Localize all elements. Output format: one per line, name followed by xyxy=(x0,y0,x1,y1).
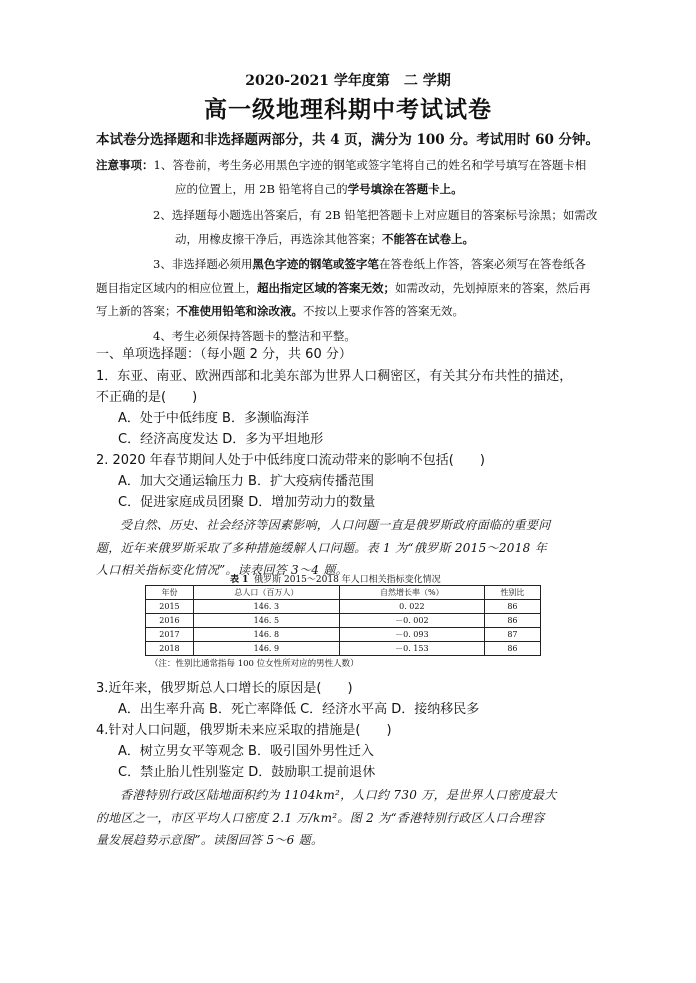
q4-stem: 4.针对人口问题，俄罗斯未来应采取的措施是( ) xyxy=(96,723,392,738)
table-row xyxy=(146,628,541,642)
table-cell: －0. 093 xyxy=(339,628,484,642)
notes-item-2b: 动，用橡皮擦干净后，再选涂其他答案；不能答在试卷上。 xyxy=(175,232,474,246)
table-cell: 2015 xyxy=(146,600,194,614)
table-header-cell: 年份 xyxy=(146,586,194,600)
notes-item-3c: 写上新的答案；不准使用铅笔和涂改液。不按以上要求作答的答案无效。 xyxy=(96,304,464,318)
table-row xyxy=(146,614,541,628)
table-note: （注：性别比通常指每 100 位女性所对应的男性人数） xyxy=(150,659,359,669)
table-cell: 146. 5 xyxy=(193,614,339,628)
table-cell: 146. 9 xyxy=(193,642,339,656)
table-cell: 87 xyxy=(484,628,540,642)
table-cell: 0. 022 xyxy=(339,600,484,614)
table-cell: 86 xyxy=(484,614,540,628)
notes-item-2a: 2、选择题每小题选出答案后，有 2B 铅笔把答题卡上对应题目的答案标号涂黑；如需改 xyxy=(153,208,598,222)
table-cell: 2017 xyxy=(146,628,194,642)
table-cell: 86 xyxy=(484,642,540,656)
q4-options-cd: C．禁止胎儿性别鉴定 D．鼓励职工提前退休 xyxy=(118,765,376,780)
q1-stem: 1．东亚、南亚、欧洲西部和北美东部为世界人口稠密区，有关其分布共性的描述， xyxy=(96,369,573,384)
table-header-cell: 性别比 xyxy=(484,586,540,600)
table-cell: 146. 8 xyxy=(193,628,339,642)
table-row xyxy=(146,642,541,656)
q2-options-cd: C．促进家庭成员团聚 D．增加劳动力的数量 xyxy=(118,495,376,510)
notes-item-3b: 题目指定区域内的相应位置上，超出指定区域的答案无效；如需改动，先划掉原来的答案，然后再 xyxy=(96,281,591,295)
table-header-cell: 总人口（百万人） xyxy=(193,586,339,600)
passage2-line2: 的地区之一，市区平均人口密度 2.1 万/km²。图 2 为“香港特别行政区人口合理容 xyxy=(96,811,545,825)
passage1-line1: 受自然、历史、社会经济等因素影响，人口问题一直是俄罗斯政府面临的重要问 xyxy=(120,518,551,532)
exam-title: 高一级地理科期中考试试卷 xyxy=(204,96,492,123)
table-cell: 2016 xyxy=(146,614,194,628)
population-table xyxy=(145,585,541,656)
section-heading: 一、单项选择题：（每小题 2 分，共 60 分） xyxy=(96,347,352,362)
passage1-line2: 题，近年来俄罗斯采取了多种措施缓解人口问题。表 1 为“俄罗斯 2015～2018 年 xyxy=(96,541,548,555)
q3-options: A．出生率升高 B．死亡率降低 C．经济水平高 D．接纳移民多 xyxy=(118,702,480,717)
table-cell: 2018 xyxy=(146,642,194,656)
school-year-line: 2020-2021 学年度第 二 学期 xyxy=(245,73,451,89)
table-header-row xyxy=(146,586,541,600)
notes-item-1b: 应的位置上，用 2B 铅笔将自己的学号填涂在答题卡上。 xyxy=(175,182,463,196)
exam-intro: 本试卷分选择题和非选择题两部分，共 4 页，满分为 100 分。考试用时 60 分钟。 xyxy=(96,132,600,148)
q1-stem-cont: 不正确的是( ) xyxy=(96,390,198,405)
q2-options-ab: A．加大交通运输压力 B．扩大疫病传播范围 xyxy=(118,474,374,489)
table-cell: －0. 002 xyxy=(339,614,484,628)
table-cell: 86 xyxy=(484,600,540,614)
table-cell: 146. 3 xyxy=(193,600,339,614)
q1-options-cd: C．经济高度发达 D．多为平坦地形 xyxy=(118,432,324,447)
q4-options-ab: A．树立男女平等观念 B．吸引国外男性迁入 xyxy=(118,744,374,759)
table-row xyxy=(146,600,541,614)
passage1-line3: 人口相关指标变化情况”。读表回答 3～4 题。 xyxy=(96,563,348,577)
q2-stem: 2. 2020 年春节期间人处于中低纬度口流动带来的影响不包括( ) xyxy=(96,453,485,468)
table-header-cell: 自然增长率（%） xyxy=(339,586,484,600)
notes-item-4: 4、考生必须保持答题卡的整洁和平整。 xyxy=(153,329,356,343)
passage2-line1: 香港特别行政区陆地面积约为 1104km²，人口约 730 万，是世界人口密度最大 xyxy=(120,788,557,802)
passage2-line3: 量发展趋势示意图”。读图回答 5～6 题。 xyxy=(96,833,324,847)
notes-item-3a: 3、非选择题必须用黑色字迹的钢笔或签字笔在答卷纸上作答，答案必须写在答卷纸各 xyxy=(153,257,586,271)
notes-item-1a: 注意事项：1、答卷前，考生务必用黑色字迹的钢笔或签字笔将自己的姓名和学号填写在答题卡相 xyxy=(96,158,587,172)
q3-stem: 3.近年来，俄罗斯总人口增长的原因是( ) xyxy=(96,681,353,696)
table-cell: －0. 153 xyxy=(339,642,484,656)
table-caption: 表 1 俄罗斯 2015～2018 年人口相关指标变化情况 xyxy=(230,575,441,585)
q1-options-ab: A．处于中低纬度 B．多濒临海洋 xyxy=(118,411,309,426)
notes-label: 注意事项： xyxy=(96,158,154,172)
